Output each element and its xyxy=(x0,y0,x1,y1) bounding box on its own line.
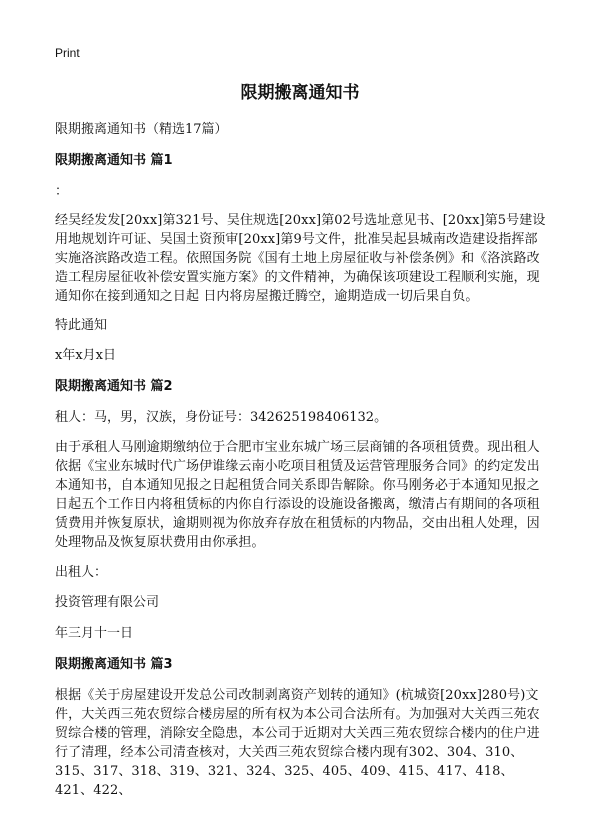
article-2-heading: 限期搬离通知书 篇2 xyxy=(55,379,173,394)
article-2-body: 由于承租人马刚逾期缴纳位于合肥市宝业东城广场三层商铺的各项租赁费。现出租人依据《宝业东城时代广场伊谁缘云南小吃项目租赁及运营管理服务合同》的约定发出本通知书，自本通知见报之日起租赁合同关系即告解除。你马刚务必于本通知见报之日起五个工作日内将租赁标的内你自行添设的设施设备搬离，缴清占有期间的各项租赁费用并恢复原状，逾期则视为你放弃存放在租赁标的内物品，交由出租人处理，因处理物品及恢复原状费用由你承担。 xyxy=(55,440,540,550)
article-2-lessor-label: 出租人： xyxy=(55,565,108,580)
article-2-date: 年三月十一日 xyxy=(55,626,134,641)
article-1-notice: 特此通知 xyxy=(55,318,108,333)
article-3-body: 根据《关于房屋建设开发总公司改制剥离资产划转的通知》(杭城资[20xx]280号)文件，大关西三苑农贸综合楼房屋的所有权为本公司合法所有。为加强对大关西三苑农贸综合楼的管理，消除安全隐患，本公司于近期对大关西三苑农贸综合楼内的住户进行了清理，经本公司清查核对，大关西三苑农贸综合楼内现有302、304、310、315、317、318、319、321、324、325、405、409、415、417、418、421、422、 xyxy=(55,688,540,798)
article-1-date: x年x月x日 xyxy=(55,348,116,363)
article-1-mark: ： xyxy=(55,184,69,199)
page-title: 限期搬离通知书 xyxy=(240,83,360,103)
article-1-body: 经吴经发发[20xx]第321号、吴住规选[20xx]第02号选址意见书、[20xx]第5号建设用地规划许可证、吴国土资预审[20xx]第9号文件，批准吴起县城南改造建设指挥部实施洛滨路改造工程。依照国务院《国有土地上房屋征收与补偿条例》和《洛滨路改造工程房屋征收补偿安置实施方案》的文件精神，为确保该项建设工程顺利实施，现通知你在接到通知之日起 日内将房屋搬迁腾空，逾期造成一切后果自负。 xyxy=(55,213,546,304)
article-3-heading: 限期搬离通知书 篇3 xyxy=(55,657,173,672)
document-subtitle: 限期搬离通知书（精选17篇） xyxy=(55,122,228,137)
article-1-heading: 限期搬离通知书 篇1 xyxy=(55,153,173,168)
article-2-tenant: 租人：马，男，汉族，身份证号：342625198406132。 xyxy=(55,410,388,425)
article-2-company: 投资管理有限公司 xyxy=(55,595,160,610)
print-link[interactable]: Print xyxy=(55,46,80,60)
